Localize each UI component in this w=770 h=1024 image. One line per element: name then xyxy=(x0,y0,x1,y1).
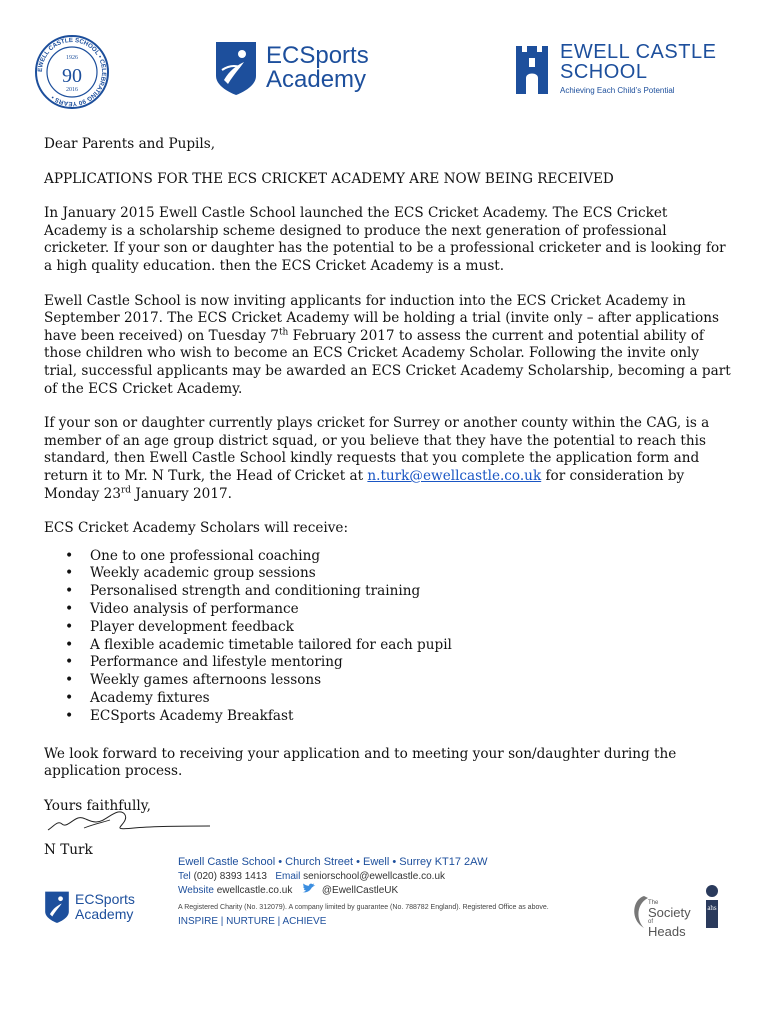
ecsports-academy-logo xyxy=(214,40,369,96)
paragraph-application-part1: If your son or daughter currently plays cricket for Surrey or another county within the CAG, is a member of an age group district squad, or you believe that they have the potential to reach this standard, then Ewell Castle School kindly requests that you complete the application form and return it to Mr. N Turk, the Head of Cricket at xyxy=(44,415,710,484)
seal-number: 90 xyxy=(62,65,82,87)
ecs-logo-line2: Academy xyxy=(266,66,367,93)
paragraph-application-part2: for consideration by Monday 23 xyxy=(44,467,685,502)
ecsports-emblem-icon xyxy=(44,890,70,924)
letter-body xyxy=(44,136,734,832)
ewell-logo-tagline: Achieving Each Child’s Potential xyxy=(560,86,675,95)
list-item: • Player development feedback xyxy=(44,619,734,637)
paragraph-trial xyxy=(44,293,734,399)
paragraph-application-part3: January 2017. xyxy=(131,485,232,502)
website-label: Website xyxy=(178,885,214,896)
list-item: • Video analysis of performance xyxy=(44,601,734,619)
list-item: • Performance and lifestyle mentoring xyxy=(44,654,734,672)
list-item: • Academy fixtures xyxy=(44,690,734,708)
head-of-cricket-email-link[interactable]: n.turk@ewellcastle.co.uk xyxy=(367,467,542,484)
school-email-link[interactable]: seniorschool@ewellcastle.co.uk xyxy=(303,871,446,882)
signer-name: N Turk xyxy=(44,842,93,858)
society-logo-of: of xyxy=(648,919,654,925)
ahs-letters: ahs xyxy=(707,904,717,912)
seal-year-end: 2016 xyxy=(66,87,78,93)
list-item: • One to one professional coaching xyxy=(44,548,734,566)
ahs-emblem-icon xyxy=(702,884,722,930)
ecs-footer-logo-line2: Academy xyxy=(75,906,134,922)
letter-heading: APPLICATIONS FOR THE ECS CRICKET ACADEMY ARE NOW BEING RECEIVED xyxy=(44,170,614,187)
list-item: • A flexible academic timetable tailored for each pupil xyxy=(44,637,734,655)
benefits-list xyxy=(44,548,734,726)
paragraph-application xyxy=(44,415,734,503)
email-label: Email xyxy=(275,871,301,882)
seal-year-start: 1926 xyxy=(66,55,78,61)
school-address: Ewell Castle School • Church Street • Ewell • Surrey KT17 2AW xyxy=(178,856,488,868)
ecsports-emblem-icon xyxy=(214,40,258,96)
society-logo-society: Society xyxy=(648,905,691,920)
society-of-heads-logo xyxy=(648,900,691,938)
ecsports-academy-footer-logo xyxy=(44,890,135,924)
ecs-footer-logo-line1: ECSports xyxy=(75,891,135,907)
society-logo-heads: Heads xyxy=(648,924,686,939)
ordinal-suffix: rd xyxy=(120,484,132,495)
paragraph-trial-part2: February 2017 to assess the current and potential ability of those children who wish to become an ECS Cricket Academy Scholar. Following the invite only trial, successful applicants may be awarded an ECS Cricket Academy Scholarship, becoming a part of the ECS Cricket Academy. xyxy=(44,327,731,397)
footer-contact-block xyxy=(178,854,549,927)
ecs-logo-line1: ECSports xyxy=(266,42,369,69)
closing-paragraph: We look forward to receiving your application and to meeting your son/daughter during the application process. xyxy=(44,745,677,780)
legal-notice: A Registered Charity (No. 312079). A company limited by guarantee (No. 788782 England). Registered Office as above. xyxy=(178,904,549,911)
seal-ring-text: EWELL CASTLE SCHOOL • CELEBRATING 90 YEARS • xyxy=(36,36,108,108)
signoff: Yours faithfully, xyxy=(44,797,151,814)
ordinal-suffix: th xyxy=(278,327,289,338)
castle-tower-icon xyxy=(512,42,552,98)
website-link[interactable]: ewellcastle.co.uk xyxy=(216,885,293,896)
twitter-bird-icon xyxy=(301,883,317,894)
contact-line xyxy=(178,870,549,883)
society-logo-the: The xyxy=(648,900,659,906)
anniversary-seal-logo xyxy=(34,34,110,110)
paragraph-trial-part1: Ewell Castle School is now inviting applicants for induction into the ECS Cricket Academy in September 2017. The ECS Cricket Academy will be holding a trial (invite only – after applications have been received) on Tuesday 7 xyxy=(44,292,719,344)
web-line xyxy=(178,883,549,897)
tel-label: Tel xyxy=(178,871,191,882)
salutation: Dear Parents and Pupils, xyxy=(44,136,216,152)
benefits-intro: ECS Cricket Academy Scholars will receive: xyxy=(44,520,349,537)
twitter-handle-link[interactable]: @EwellCastleUK xyxy=(321,885,399,896)
school-motto: INSPIRE | NURTURE | ACHIEVE xyxy=(178,916,327,927)
ewell-castle-school-logo xyxy=(512,42,716,98)
list-item: • Weekly academic group sessions xyxy=(44,565,734,583)
tel-number: (020) 8393 1413 xyxy=(193,871,267,882)
handwritten-signature xyxy=(44,806,214,836)
paragraph-intro: In January 2015 Ewell Castle School launched the ECS Cricket Academy. The ECS Cricket Academy is a scholarship scheme designed to produce the next generation of professional cricketer. If your son or daughter has the potential to be a professional cricketer and is looking for a high quality education. then the ECS Cricket Academy is a must. xyxy=(44,205,726,274)
list-item: • Personalised strength and conditioning training xyxy=(44,583,734,601)
list-item: • ECSports Academy Breakfast xyxy=(44,708,734,726)
ewell-logo-line2: SCHOOL xyxy=(560,61,648,83)
ewell-logo-line1: EWELL CASTLE xyxy=(560,41,717,63)
list-item: • Weekly games afternoons lessons xyxy=(44,672,734,690)
